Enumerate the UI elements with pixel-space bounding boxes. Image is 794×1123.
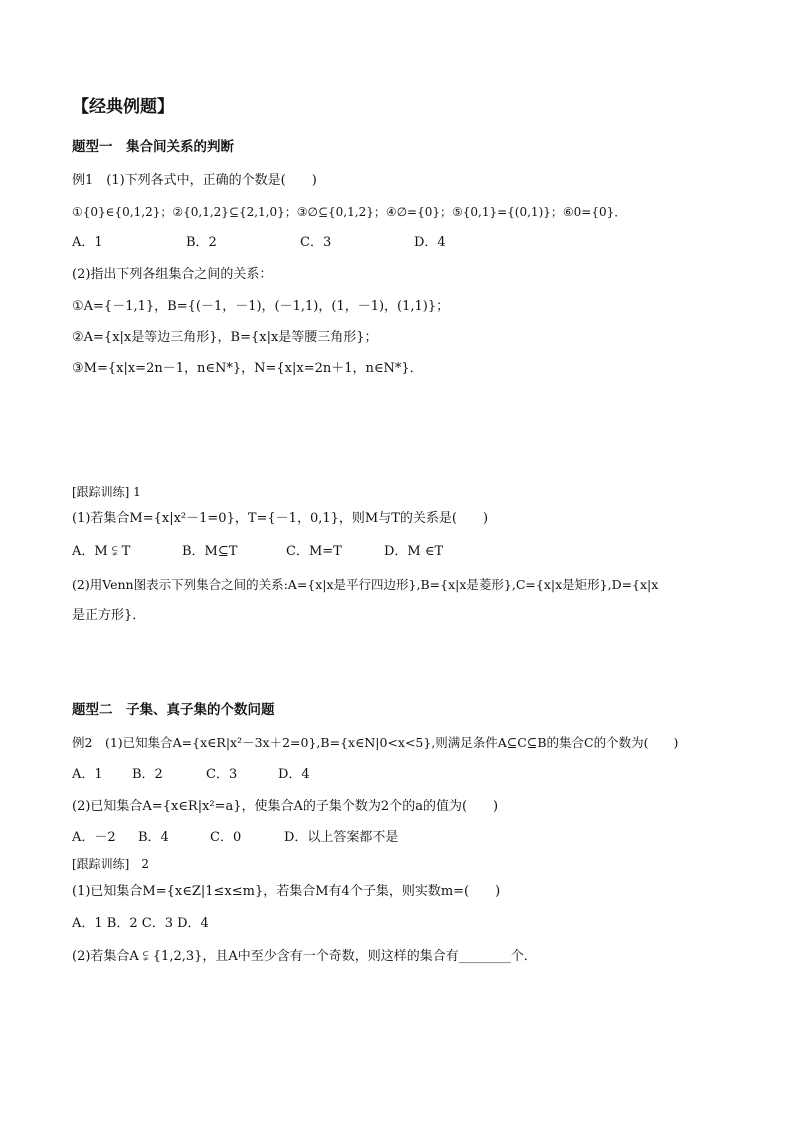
track1-question2-line1: (2)用Venn图表示下列集合之间的关系:A={x|x是平行四边形},B={x|x是菱形},C={x|x是矩形},D={x|x <box>72 577 659 592</box>
track1-question1: (1)若集合M={x|x²－1=0}，T={－1，0,1}，则M与T的关系是( ) <box>72 511 489 526</box>
track2-question1: (1)已知集合M={x∈Z|1≤x≤m}，若集合M有4个子集，则实数m=( ) <box>72 884 501 899</box>
option-d: D．4 <box>414 235 446 250</box>
option-b: B．2 <box>186 235 217 250</box>
option-b: B．M⊆T <box>182 544 238 559</box>
option-a: A．1 <box>72 767 103 782</box>
option-b: B．2 <box>132 767 163 782</box>
example2-question2: (2)已知集合A={x∈R|x²=a}，使集合A的子集个数为2个的a的值为( ) <box>72 799 499 814</box>
type1-title: 题型一 集合间关系的判断 <box>72 139 234 155</box>
option-d: D．M ∈T <box>384 544 444 559</box>
track2-title: [跟踪训练] 2 <box>72 857 149 871</box>
track1-title: [跟踪训练] 1 <box>72 485 141 499</box>
option-d: D．以上答案都不是 <box>284 830 399 845</box>
type2-title: 题型二 子集、真子集的个数问题 <box>72 702 275 718</box>
example1-q2-item: ③M={x|x=2n－1，n∈N*}，N={x|x=2n＋1，n∈N*}． <box>72 361 423 376</box>
track2-question2: (2)若集合A ⫋ {1,2,3}，且A中至少含有一个奇数，则这样的集合有________个． <box>72 949 537 964</box>
example1-question2: (2)指出下列各组集合之间的关系： <box>72 267 273 282</box>
option-c: C．0 <box>210 830 242 845</box>
example1-question1: 例1 (1)下列各式中，正确的个数是( ) <box>72 173 317 188</box>
track2-q1-options: A．1 B．2 C．3 D．4 <box>72 916 209 931</box>
option-a: A．M ⫋ T <box>72 544 131 559</box>
example1-q2-item: ①A={－1,1}，B={(－1，－1)，(－1,1)，(1，－1)，(1,1)}； <box>72 299 450 314</box>
option-d: D．4 <box>278 767 310 782</box>
section-heading: 【经典例题】 <box>72 97 174 117</box>
option-a: A．1 <box>72 235 103 250</box>
example1-items: ①{0}∈{0,1,2}；②{0,1,2}⊆{2,1,0}；③∅⊆{0,1,2}；④∅={0}；⑤{0,1}={(0,1)}；⑥0={0}． <box>72 205 627 219</box>
example1-q2-item: ②A={x|x是等边三角形}，B={x|x是等腰三角形}； <box>72 330 378 345</box>
example2-question1: 例2 (1)已知集合A={x∈R|x²－3x＋2=0},B={x∈N|0<x<5},则满足条件A⊆C⊆B的集合C的个数为( ) <box>72 735 679 750</box>
track1-question2-line2: 是正方形}． <box>72 608 146 623</box>
option-c: C．3 <box>206 767 238 782</box>
option-b: B．4 <box>138 830 169 845</box>
option-c: C．3 <box>300 235 332 250</box>
option-a: A．－2 <box>72 830 116 845</box>
option-c: C．M=T <box>286 544 342 559</box>
